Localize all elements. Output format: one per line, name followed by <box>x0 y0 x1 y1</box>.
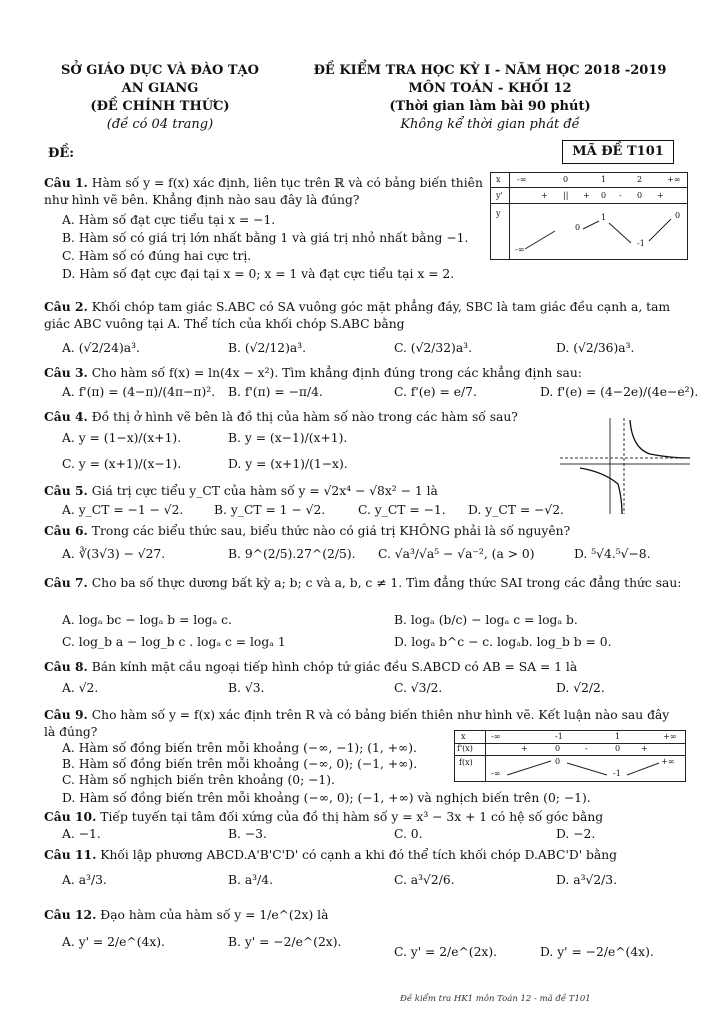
table-cell: + <box>641 744 648 753</box>
table-cell: y' <box>496 191 503 200</box>
q12-option-d: D. y' = −2/e^(4x). <box>540 945 654 959</box>
question-label: Câu 11. <box>44 847 97 862</box>
table-cell: y <box>496 209 501 218</box>
question-text: Tiếp tuyến tại tâm đối xứng của đồ thị hàm số y = x³ − 3x + 1 có hệ số góc bằng <box>100 810 604 824</box>
table-cell: 0 <box>615 744 621 753</box>
question-7 <box>44 574 684 592</box>
table-cell: f'(x) <box>457 744 473 753</box>
q10-option-a: A. −1. <box>62 827 101 841</box>
q10-option-b: B. −3. <box>228 827 267 841</box>
question-12 <box>44 906 684 924</box>
q5-option-d: D. y_CT = −√2. <box>468 503 564 517</box>
q9-option-b: B. Hàm số đồng biến trên mỗi khoảng (−∞, 0); (−1, +∞). <box>62 757 418 771</box>
question-3 <box>44 364 684 382</box>
table-cell: 0 <box>555 757 561 766</box>
question-text: Cho hàm số f(x) = ln(4x − x²). Tìm khẳng định đúng trong các khẳng định sau: <box>91 366 582 380</box>
table-cell: 0 <box>555 744 561 753</box>
question-label: Câu 7. <box>44 575 88 590</box>
q4-option-c: C. y = (x+1)/(x−1). <box>62 457 182 471</box>
exam-title: ĐỀ KIỂM TRA HỌC KỲ I - NĂM HỌC 2018 -2019 <box>313 63 667 78</box>
question-5 <box>44 482 684 500</box>
q3-option-a: A. f'(π) = (4−π)/(4π−π)². <box>62 385 216 399</box>
q1-variation-table <box>490 172 688 260</box>
table-cell: 0 <box>575 223 581 232</box>
q1-option-b: B. Hàm số có giá trị lớn nhất bằng 1 và giá trị nhỏ nhất bằng −1. <box>62 231 469 245</box>
q9-arrows <box>455 731 685 781</box>
table-cell: +∞ <box>667 175 681 184</box>
table-cell: 1 <box>615 732 621 741</box>
q2-option-b: B. (√2/12)a³. <box>228 341 307 355</box>
q11-option-a: A. a³/3. <box>62 873 107 887</box>
table-cell: || <box>563 191 569 200</box>
q11-option-d: D. a³√2/3. <box>556 873 618 887</box>
question-label: Câu 10. <box>44 809 97 824</box>
q1-option-c: C. Hàm số có đúng hai cực trị. <box>62 249 252 263</box>
q4-option-b: B. y = (x−1)/(x+1). <box>228 431 348 445</box>
q12-option-b: B. y' = −2/e^(2x). <box>228 935 342 949</box>
q5-option-a: A. y_CT = −1 − √2. <box>62 503 184 517</box>
q9-option-d: D. Hàm số đồng biến trên mỗi khoảng (−∞, 0); (−1, +∞) và nghịch biến trên (0; −1). <box>62 791 591 805</box>
exam-code-box: MÃ ĐỀ T101 <box>562 140 674 164</box>
question-label: Câu 4. <box>44 409 88 424</box>
table-cell: + <box>541 191 548 200</box>
q12-option-a: A. y' = 2/e^(4x). <box>62 935 165 949</box>
page-footer: Đề kiểm tra HK1 môn Toán 12 - mã đề T101 <box>400 994 591 1004</box>
page-count-note: (đề có 04 trang) <box>106 117 214 132</box>
question-10 <box>44 808 684 826</box>
question-text: Cho hàm số y = f(x) xác định trên R và có bảng biến thiên như hình vẽ. Kết luận nào sau đây là đúng? <box>44 708 670 739</box>
header-right <box>300 62 680 134</box>
question-label: Câu 1. <box>44 175 88 190</box>
question-text: Bán kính mặt cầu ngoại tiếp hình chóp tứ giác đều S.ABCD có AB = SA = 1 là <box>91 660 578 674</box>
question-6 <box>44 522 684 540</box>
table-cell: -1 <box>613 769 621 778</box>
question-label: Câu 5. <box>44 483 88 498</box>
q1-arrows <box>491 173 687 259</box>
table-cell: - <box>585 744 588 753</box>
table-cell: x <box>461 732 466 741</box>
q6-option-b: B. 9^(2/5).27^(2/5). <box>228 547 356 561</box>
question-label: Câu 3. <box>44 365 88 380</box>
q7-option-a: A. logₐ bc − logₐ b = logₐ c. <box>62 613 232 627</box>
question-label: Câu 6. <box>44 523 88 538</box>
table-cell: 0 <box>601 191 607 200</box>
question-text: Khối lập phương ABCD.A'B'C'D' có cạnh a khi đó thể tích khối chóp D.ABC'D' bằng <box>100 848 617 862</box>
table-cell: + <box>521 744 528 753</box>
question-text: Trong các biểu thức sau, biểu thức nào có giá trị KHÔNG phải là số nguyên? <box>91 524 571 538</box>
q6-option-a: A. ∛(3√3) − √27. <box>62 547 166 561</box>
duration-note: Không kể thời gian phát đề <box>400 117 580 132</box>
table-cell: 2 <box>637 175 643 184</box>
q7-option-c: C. log_b a − log_b c . logₐ c = logₐ 1 <box>62 635 286 649</box>
table-cell: 1 <box>601 213 607 222</box>
q5-option-b: B. y_CT = 1 − √2. <box>214 503 326 517</box>
table-cell: +∞ <box>661 757 675 766</box>
q11-option-b: B. a³/4. <box>228 873 273 887</box>
table-cell: + <box>583 191 590 200</box>
question-text: Hàm số y = f(x) xác định, liên tục trên ℝ và có bảng biến thiên như hình vẽ bên. Khẳng định nào sau đây là đúng? <box>44 176 483 207</box>
table-cell: f(x) <box>459 758 473 767</box>
q4-option-d: D. y = (x+1)/(1−x). <box>228 457 348 471</box>
table-cell: -∞ <box>491 769 501 778</box>
q3-option-c: C. f'(e) = e/7. <box>394 385 477 399</box>
subject-line: MÔN TOÁN - KHỐI 12 <box>408 81 572 96</box>
question-text: Đạo hàm của hàm số y = 1/e^(2x) là <box>100 908 329 922</box>
q9-option-a: A. Hàm số đồng biến trên mỗi khoảng (−∞, −1); (1, +∞). <box>62 741 417 755</box>
table-cell: 1 <box>601 175 607 184</box>
table-cell: +∞ <box>663 732 677 741</box>
table-cell: -∞ <box>515 245 525 254</box>
duration-line: (Thời gian làm bài 90 phút) <box>389 99 591 114</box>
table-cell: 0 <box>637 191 643 200</box>
q2-option-d: D. (√2/36)a³. <box>556 341 635 355</box>
province-name: AN GIANG <box>121 81 199 96</box>
question-text: Cho ba số thực dương bất kỳ a; b; c và a, b, c ≠ 1. Tìm đẳng thức SAI trong các đẳng thức sau: <box>91 576 682 590</box>
official-label: (ĐỀ CHÍNH THỨC) <box>90 99 230 114</box>
question-8 <box>44 658 684 676</box>
q7-option-d: D. logₐ b^c − c. logₐb. log_b b = 0. <box>394 635 612 649</box>
q7-option-b: B. logₐ (b/c) − logₐ c = logₐ b. <box>394 613 578 627</box>
question-4 <box>44 408 604 426</box>
q10-option-d: D. −2. <box>556 827 596 841</box>
question-text: Giá trị cực tiểu y_CT của hàm số y = √2x⁴ − √8x² − 1 là <box>91 484 438 498</box>
table-cell: -∞ <box>491 732 501 741</box>
q2-option-c: C. (√2/32)a³. <box>394 341 473 355</box>
table-cell: -1 <box>555 732 563 741</box>
q1-option-a: A. Hàm số đạt cực tiểu tại x = −1. <box>62 213 276 227</box>
q9-variation-table <box>454 730 686 782</box>
q5-option-c: C. y_CT = −1. <box>358 503 446 517</box>
department-name: SỞ GIÁO DỤC VÀ ĐÀO TẠO <box>61 63 259 78</box>
table-cell: x <box>496 175 501 184</box>
q1-option-d: D. Hàm số đạt cực đại tại x = 0; x = 1 và đạt cực tiểu tại x = 2. <box>62 267 455 281</box>
q6-option-d: D. ⁵√4.⁵√−8. <box>574 547 651 561</box>
table-cell: -∞ <box>517 175 527 184</box>
q8-option-b: B. √3. <box>228 681 265 695</box>
q8-option-c: C. √3/2. <box>394 681 443 695</box>
table-cell: 0 <box>563 175 569 184</box>
table-cell: + <box>657 191 664 200</box>
q4-option-a: A. y = (1−x)/(x+1). <box>62 431 182 445</box>
q3-option-b: B. f'(π) = −π/4. <box>228 385 323 399</box>
question-label: Câu 12. <box>44 907 97 922</box>
q12-option-c: C. y' = 2/e^(2x). <box>394 945 498 959</box>
q8-option-a: A. √2. <box>62 681 99 695</box>
header-left <box>40 62 280 134</box>
question-label: Câu 9. <box>44 707 88 722</box>
question-label: Câu 8. <box>44 659 88 674</box>
question-label: Câu 2. <box>44 299 88 314</box>
question-1 <box>44 174 484 209</box>
q2-option-a: A. (√2/24)a³. <box>62 341 140 355</box>
table-cell: - <box>619 191 622 200</box>
question-text: Khối chóp tam giác S.ABC có SA vuông góc mặt phẳng đáy, SBC là tam giác đều cạnh a, tam giác ABC vuông tại A. Thể tích của khối chóp S.ABC bằng <box>44 300 671 331</box>
q3-option-d: D. f'(e) = (4−2e)/(4e−e²). <box>540 385 699 399</box>
q9-option-c: C. Hàm số nghịch biến trên khoảng (0; −1). <box>62 773 335 787</box>
question-2 <box>44 298 684 333</box>
q6-option-c: C. √a³/√a⁵ − √a⁻², (a > 0) <box>378 547 535 561</box>
q10-option-c: C. 0. <box>394 827 423 841</box>
table-cell: -1 <box>637 239 645 248</box>
table-cell: 0 <box>675 211 681 220</box>
q11-option-c: C. a³√2/6. <box>394 873 455 887</box>
q8-option-d: D. √2/2. <box>556 681 605 695</box>
question-11 <box>44 846 684 864</box>
question-text: Đồ thị ở hình vẽ bên là đồ thị của hàm số nào trong các hàm số sau? <box>91 410 518 424</box>
de-label: ĐỀ: <box>48 146 75 161</box>
